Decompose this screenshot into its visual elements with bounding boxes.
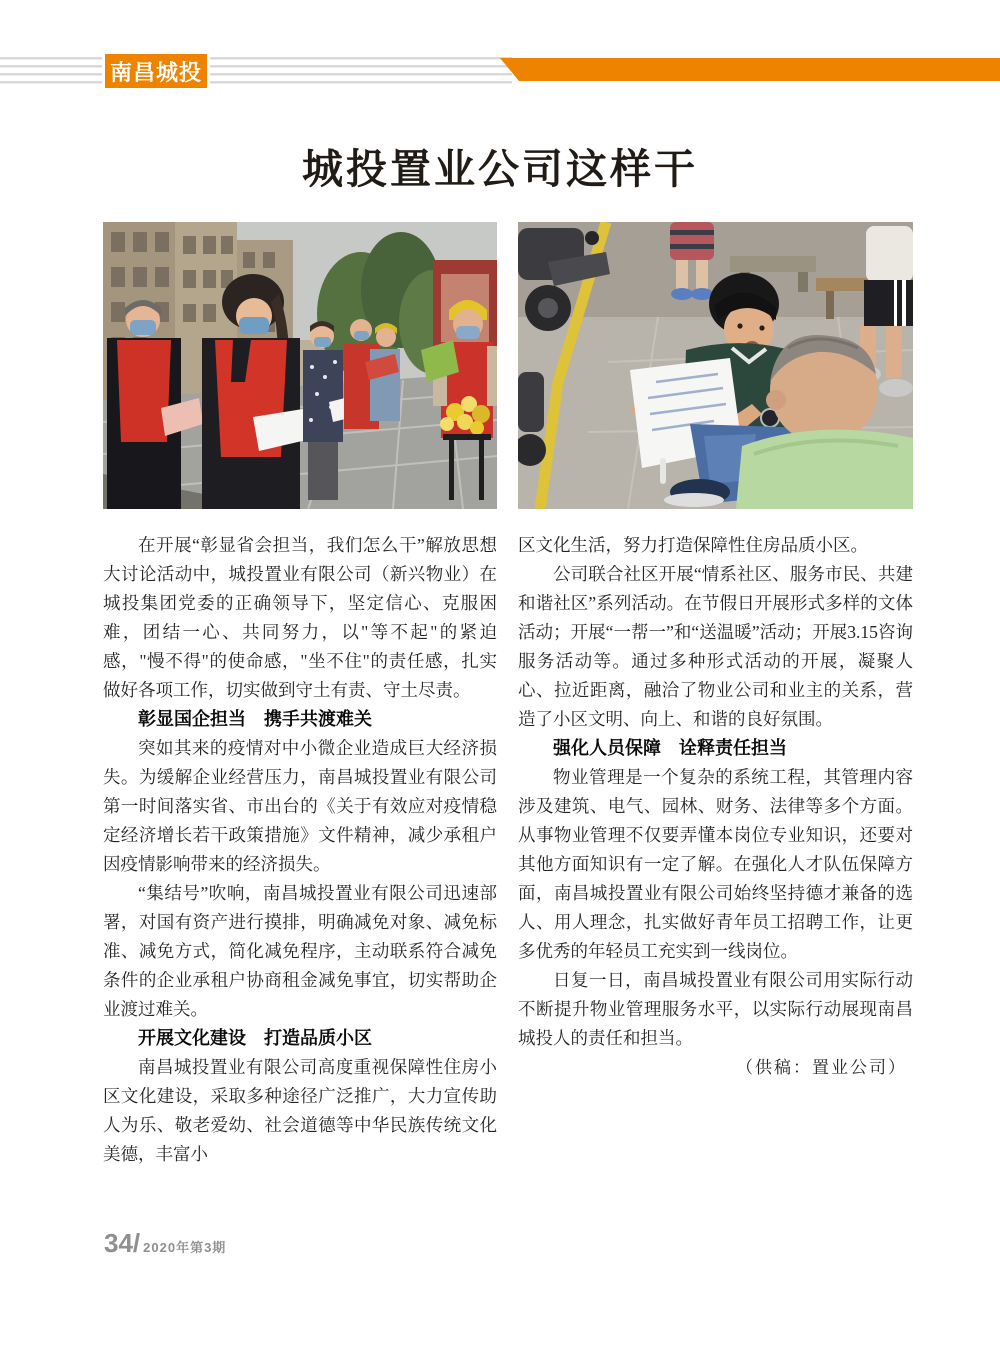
section-heading-3: 强化人员保障 诠释责任担当 (553, 738, 787, 758)
section-heading-1: 彰显国企担当 携手共渡难关 (138, 709, 372, 729)
section-heading-2: 开展文化建设 打造品质小区 (138, 1028, 372, 1048)
paragraph-rent-relief: “集结号”吹响，南昌城投置业有限公司迅速部署，对国有资产进行摸排，明确减免对象、减免标准、减免方式，简化减免程序，主动联系符合减免条件的企业承租户协商租金减免事宜，切实帮助企业渡过难关。 (103, 883, 497, 1019)
text-column-right (518, 531, 913, 1082)
photo-volunteers-illustration (103, 222, 497, 509)
paragraph-culture: 南昌城投置业有限公司高度重视保障性住房小区文化建设，采取多种途径广泛推广，大力宣传助人为乐、敬老爱幼、社会道德等中华民族传统文化美德，丰富小 (103, 1057, 497, 1164)
page-footer (104, 1228, 226, 1259)
header-accent-band (500, 58, 1000, 81)
paragraph-community: 公司联合社区开展“情系社区、服务市民、共建和谐社区”系列活动。在节假日开展形式多样的文体活动；开展“一帮一”和“送温暖”活动；开展3.15咨询服务活动等。通过多种形式活动的开展，凝聚人心、拉近距离，融洽了物业公司和业主的关系，营造了小区文明、向上、和谐的良好氛围。 (518, 564, 913, 729)
photo-consultation (518, 222, 913, 509)
paragraph-intro: 在开展“彰显省会担当，我们怎么干”解放思想大讨论活动中，城投置业有限公司（新兴物业）在城投集团党委的正确领导下，坚定信心、克服困难，团结一心、共同努力，以"等不起"的紧迫感，"慢不得"的使命感，"坐不住"的责任感，扎实做好各项工作，切实做到守土有责、守土尽责。 (103, 535, 497, 700)
photo-consultation-illustration (518, 222, 913, 509)
text-column-left (103, 531, 497, 1169)
byline: （供稿：置业公司） (736, 1058, 907, 1077)
paragraph-epidemic: 突如其来的疫情对中小微企业造成巨大经济损失。为缓解企业经营压力，南昌城投置业有限公司第一时间落实省、市出台的《关于有效应对疫情稳定经济增长若干政策措施》文件精神，减少承租户因疫情影响带来的经济损失。 (103, 738, 497, 874)
paragraph-staffing: 物业管理是一个复杂的系统工程，其管理内容涉及建筑、电气、园林、财务、法律等多个方面。从事物业管理不仅要弄懂本岗位专业知识，还要对其他方面知识有一定了解。在强化人才队伍保障方面，南昌城投置业有限公司始终坚持德才兼备的选人、用人理念，扎实做好青年员工招聘工作，让更多优秀的年轻员工充实到一线岗位。 (518, 767, 913, 961)
header-stripes (0, 57, 512, 87)
article-title: 城投置业公司这样干 (302, 146, 698, 192)
publication-badge-label: 南昌城投 (109, 59, 202, 85)
paragraph-culture-cont: 区文化生活，努力打造保障性住房品质小区。 (518, 535, 868, 555)
photo-volunteers (103, 222, 497, 509)
page-number: 34/ (104, 1228, 141, 1258)
paragraph-closing: 日复一日，南昌城投置业有限公司用实际行动不断提升物业管理服务水平，以实际行动展现南昌城投人的责任和担当。 (518, 970, 913, 1048)
issue-label: 2020年第3期 (143, 1240, 227, 1255)
publication-badge (105, 54, 207, 88)
